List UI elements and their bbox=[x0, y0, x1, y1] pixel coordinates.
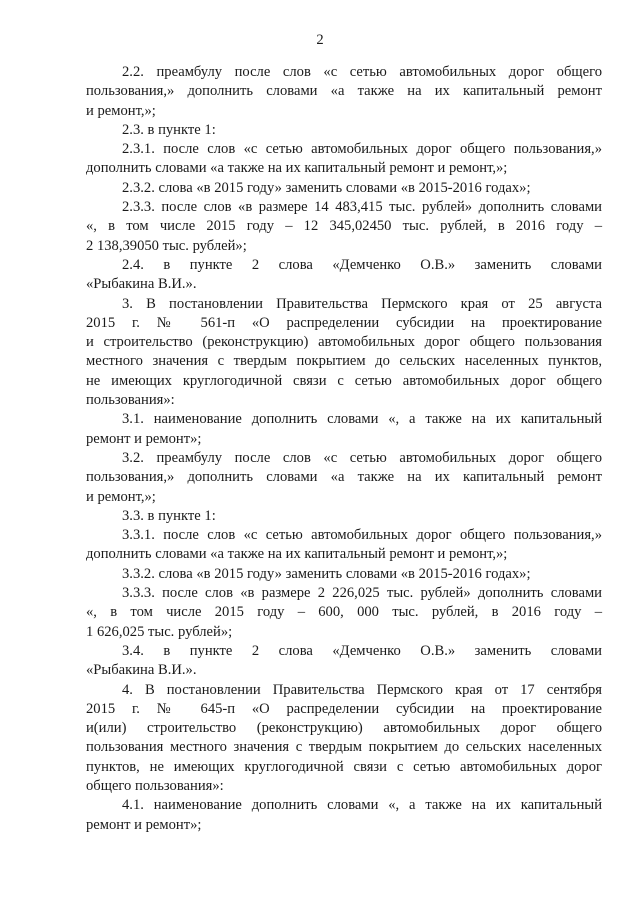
text-line: 4.1. наименование дополнить словами «, а также на их капитальный bbox=[122, 797, 602, 814]
text-line: 3.3. в пункте 1: bbox=[122, 507, 216, 524]
text-line: 2.3. в пункте 1: bbox=[122, 121, 216, 138]
text-line: «Рыбакина В.И.». bbox=[86, 276, 197, 293]
text-line: 2 138,39050 тыс. рублей»; bbox=[86, 237, 247, 254]
text-line: «Рыбакина В.И.». bbox=[86, 662, 197, 679]
text-line: «, в том числе 2015 году – 600, 000 тыс. рублей, в 2016 году – bbox=[86, 604, 602, 621]
text-line: и ремонт,»; bbox=[86, 102, 156, 119]
text-line: пользования местного значения с твердым покрытием до сельских населенных bbox=[86, 739, 602, 756]
text-line: 3.1. наименование дополнить словами «, а также на их капитальный bbox=[122, 411, 602, 428]
text-line: 1 626,025 тыс. рублей»; bbox=[86, 623, 233, 640]
text-line: пользования»: bbox=[86, 392, 175, 409]
text-line: «, в том числе 2015 году – 12 345,02450 тыс. рублей, в 2016 году – bbox=[86, 218, 602, 235]
text-line: местного значения с твердым покрытием до сельских населенных пунктов, bbox=[86, 353, 602, 370]
page-number: 2 bbox=[316, 32, 324, 48]
text-line: 4. В постановлении Правительства Пермского края от 17 сентября bbox=[122, 681, 602, 698]
text-line: 3.3.2. слова «в 2015 году» заменить словами «в 2015-2016 годах»; bbox=[122, 565, 531, 582]
text-line: 2.4. в пункте 2 слова «Демченко О.В.» заменить словами bbox=[122, 256, 602, 273]
text-line: 2015 г. № 645-п «О распределении субсидии на проектирование bbox=[86, 700, 602, 717]
document-body bbox=[86, 63, 602, 835]
text-line: 3.2. преамбулу после слов «с сетью автомобильных дорог общего bbox=[122, 449, 602, 466]
text-line: ремонт и ремонт»; bbox=[86, 816, 202, 833]
text-line: 2.3.1. после слов «с сетью автомобильных дорог общего пользования,» bbox=[122, 141, 602, 158]
text-line: 2.3.2. слова «в 2015 году» заменить словами «в 2015-2016 годах»; bbox=[122, 179, 531, 196]
text-line: пунктов, не имеющих круглогодичной связи с сетью автомобильных дорог bbox=[86, 758, 602, 775]
text-line: 3.4. в пункте 2 слова «Демченко О.В.» заменить словами bbox=[122, 642, 602, 659]
text-line: 2015 г. № 561-п «О распределении субсидии на проектирование bbox=[86, 314, 602, 331]
text-line: и строительство (реконструкцию) автомобильных дорог общего пользования bbox=[86, 334, 602, 351]
text-line: 2.3.3. после слов «в размере 14 483,415 тыс. рублей» дополнить словами bbox=[122, 199, 602, 216]
text-line: дополнить словами «а также на их капитальный ремонт и ремонт,»; bbox=[86, 546, 508, 563]
text-line: 3.3.3. после слов «в размере 2 226,025 тыс. рублей» дополнить словами bbox=[122, 585, 602, 602]
text-line: 2.2. преамбулу после слов «с сетью автомобильных дорог общего bbox=[122, 64, 602, 80]
text-line: 3. В постановлении Правительства Пермского края от 25 августа bbox=[122, 295, 602, 312]
text-line: дополнить словами «а также на их капитальный ремонт и ремонт,»; bbox=[86, 160, 508, 177]
text-line: пользования,» дополнить словами «а также на их капитальный ремонт bbox=[86, 469, 602, 486]
text-line: пользования,» дополнить словами «а также на их капитальный ремонт bbox=[86, 83, 602, 100]
text-line: не имеющих круглогодичной связи с сетью автомобильных дорог общего bbox=[86, 372, 602, 389]
text-line: ремонт и ремонт»; bbox=[86, 430, 202, 447]
text-line: и ремонт,»; bbox=[86, 488, 156, 505]
text-line: и(или) строительство (реконструкцию) автомобильных дорог общего bbox=[86, 720, 602, 737]
text-line: 3.3.1. после слов «с сетью автомобильных дорог общего пользования,» bbox=[122, 527, 602, 544]
text-line: общего пользования»: bbox=[86, 777, 224, 794]
